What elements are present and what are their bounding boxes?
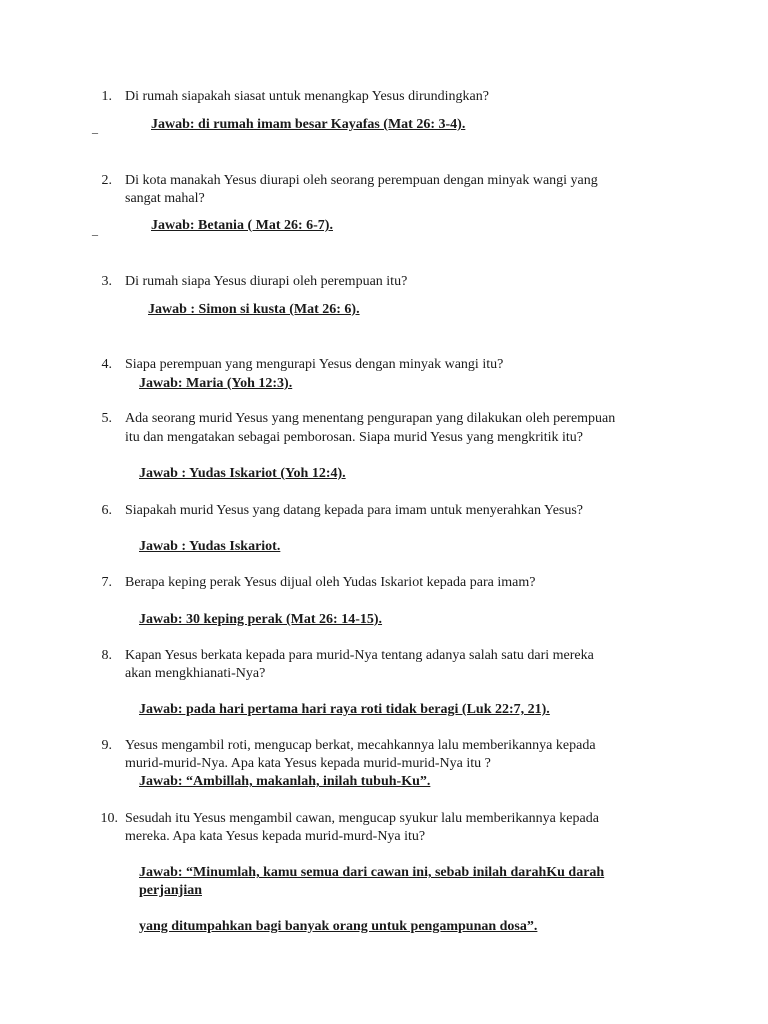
question-number: 3. bbox=[101, 274, 112, 289]
question-number: 10. bbox=[100, 811, 118, 826]
answer-text: Jawab: “Ambillah, makanlah, inilah tubuh-Ku”. bbox=[139, 774, 431, 789]
question-text: mereka. Apa kata Yesus kepada murid-murd-Nya itu? bbox=[125, 829, 426, 844]
question-text: Di rumah siapa Yesus diurapi oleh perempuan itu? bbox=[125, 274, 408, 289]
answer-text: Jawab : Yudas Iskariot. bbox=[139, 539, 281, 554]
answer-text: Jawab: pada hari pertama hari raya roti tidak beragi (Luk 22:7, 21). bbox=[139, 702, 550, 717]
question-number: 2. bbox=[101, 173, 112, 188]
question-number: 9. bbox=[101, 738, 112, 753]
question-number: 1. bbox=[101, 89, 112, 104]
question-text: Berapa keping perak Yesus dijual oleh Yudas Iskariot kepada para imam? bbox=[125, 575, 536, 590]
question-text: Di rumah siapakah siasat untuk menangkap Yesus dirundingkan? bbox=[125, 89, 489, 104]
answer-text: Jawab: 30 keping perak (Mat 26: 14-15). bbox=[139, 612, 383, 627]
question-number: 8. bbox=[101, 648, 112, 663]
answer-text: Jawab: “Minumlah, kamu semua dari cawan ini, sebab inilah darahKu darah bbox=[139, 865, 605, 880]
question-text: murid-murid-Nya. Apa kata Yesus kepada murid-murid-Nya itu ? bbox=[125, 756, 491, 771]
list-marker: _ bbox=[92, 121, 98, 135]
answer-text: Jawab: Betania ( Mat 26: 6-7). bbox=[151, 218, 333, 233]
answer-text: Jawab: Maria (Yoh 12:3). bbox=[139, 376, 293, 391]
question-text: Di kota manakah Yesus diurapi oleh seorang perempuan dengan minyak wangi yang bbox=[125, 173, 598, 188]
answer-text: yang ditumpahkan bagi banyak orang untuk pengampunan dosa”. bbox=[139, 919, 538, 934]
question-text: Yesus mengambil roti, mengucap berkat, mecahkannya lalu memberikannya kepada bbox=[125, 738, 596, 753]
question-text: akan mengkhianati-Nya? bbox=[125, 666, 266, 681]
question-text: Siapakah murid Yesus yang datang kepada para imam untuk menyerahkan Yesus? bbox=[125, 503, 584, 518]
answer-text: perjanjian bbox=[139, 883, 202, 898]
question-number: 7. bbox=[101, 575, 112, 590]
question-text: Kapan Yesus berkata kepada para murid-Nya tentang adanya salah satu dari mereka bbox=[125, 648, 594, 663]
question-number: 6. bbox=[101, 503, 112, 518]
answer-text: Jawab : Yudas Iskariot (Yoh 12:4). bbox=[139, 466, 346, 481]
question-text: Ada seorang murid Yesus yang menentang pengurapan yang dilakukan oleh perempuan bbox=[125, 411, 616, 426]
question-number: 5. bbox=[101, 411, 112, 426]
answer-text: Jawab: di rumah imam besar Kayafas (Mat 26: 3-4). bbox=[151, 117, 466, 132]
answer-text: Jawab : Simon si kusta (Mat 26: 6). bbox=[148, 302, 360, 317]
question-text: itu dan mengatakan sebagai pemborosan. Siapa murid Yesus yang mengkritik itu? bbox=[125, 430, 584, 445]
list-marker: _ bbox=[92, 223, 98, 237]
question-text: Siapa perempuan yang mengurapi Yesus dengan minyak wangi itu? bbox=[125, 357, 504, 372]
question-text: sangat mahal? bbox=[125, 191, 205, 206]
question-text: Sesudah itu Yesus mengambil cawan, mengucap syukur lalu memberikannya kepada bbox=[125, 811, 599, 826]
question-number: 4. bbox=[101, 357, 112, 372]
